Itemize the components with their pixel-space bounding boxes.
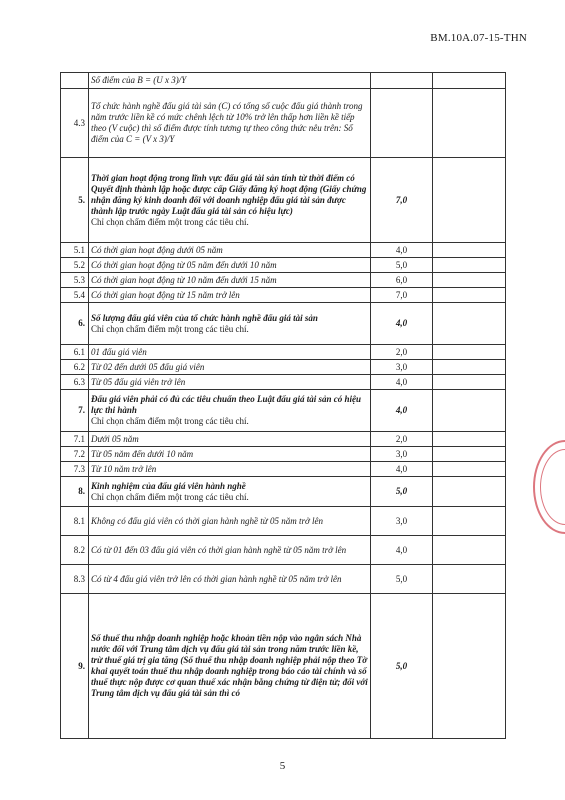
criterion-description: [89, 73, 371, 89]
row-number: 8.: [61, 477, 89, 507]
row-number: 7.1: [61, 432, 89, 447]
max-score: 4,0: [371, 375, 433, 390]
table-row: [61, 345, 506, 360]
row-number: 5.2: [61, 258, 89, 273]
max-score: [371, 73, 433, 89]
awarded-score: [433, 89, 506, 158]
criterion-text: Từ 05 đấu giá viên trở lên: [91, 376, 186, 387]
max-score: 5,0: [371, 565, 433, 594]
table-row: [61, 536, 506, 565]
max-score: 3,0: [371, 447, 433, 462]
row-number: 8.2: [61, 536, 89, 565]
awarded-score: [433, 303, 506, 345]
criterion-description: [89, 89, 371, 158]
scoring-table-body: [61, 73, 506, 739]
criterion-description: [89, 594, 371, 739]
table-row: [61, 273, 506, 288]
awarded-score: [433, 375, 506, 390]
criterion-description: [89, 303, 371, 345]
row-number: 6.3: [61, 375, 89, 390]
awarded-score: [433, 73, 506, 89]
table-row: [61, 243, 506, 258]
max-score: 4,0: [371, 462, 433, 477]
row-number: 6.1: [61, 345, 89, 360]
row-number: 5.3: [61, 273, 89, 288]
row-number: 6.2: [61, 360, 89, 375]
max-score: 4,0: [371, 303, 433, 345]
criterion-text: Dưới 05 năm: [91, 433, 139, 444]
criterion-text: Từ 10 năm trở lên: [91, 463, 157, 474]
max-score: 4,0: [371, 243, 433, 258]
criterion-description: [89, 273, 371, 288]
criterion-description: [89, 536, 371, 565]
criterion-text: Số điểm của B = (U x 3)/Y: [91, 75, 187, 85]
row-number: [61, 73, 89, 89]
criterion-description: [89, 345, 371, 360]
criterion-description: [89, 432, 371, 447]
row-number: 5.1: [61, 243, 89, 258]
criterion-text: Tổ chức hành nghề đấu giá tài sản (C) có tổng số cuộc đấu giá thành trong năm trước liền kề có mức chênh lệch từ 10% trở lên thấp hơn liền kề tiếp theo (V cuộc) thì số điểm được tính tương tự theo công thức nêu trên: Số điểm của C = (V x 3)/Y: [91, 101, 363, 144]
criterion-text: Có từ 01 đến 03 đấu giá viên có thời gian hành nghề từ 05 năm trở lên: [91, 544, 347, 555]
criterion-description: [89, 243, 371, 258]
awarded-score: [433, 258, 506, 273]
criterion-description: [89, 447, 371, 462]
table-row: [61, 447, 506, 462]
table-row: [61, 158, 506, 243]
awarded-score: [433, 565, 506, 594]
criterion-text: Kinh nghiệm của đấu giá viên hành nghề: [91, 480, 246, 491]
max-score: [371, 89, 433, 158]
awarded-score: [433, 390, 506, 432]
criterion-description: [89, 375, 371, 390]
criterion-text: Số lượng đấu giá viên của tổ chức hành nghề đấu giá tài sản: [91, 312, 318, 323]
awarded-score: [433, 158, 506, 243]
criterion-description: [89, 360, 371, 375]
table-row: [61, 507, 506, 536]
criterion-text: Thời gian hoạt động trong lĩnh vực đấu giá tài sản tính từ thời điểm có Quyết định thành lập hoặc được cấp Giấy đăng ký hoạt động (Giấy chứng nhận đăng ký kinh doanh đối với doanh nghiệp đấu giá tài sản được thành lập trước ngày Luật đấu giá tài sản có hiệu lực): [91, 172, 367, 216]
row-number: 9.: [61, 594, 89, 739]
criterion-description: [89, 258, 371, 273]
row-number: 7.: [61, 390, 89, 432]
awarded-score: [433, 288, 506, 303]
table-row: [61, 89, 506, 158]
table-row: [61, 477, 506, 507]
criterion-note: Chỉ chọn chấm điểm một trong các tiêu chí.: [91, 416, 249, 426]
row-number: 6.: [61, 303, 89, 345]
awarded-score: [433, 273, 506, 288]
criterion-description: [89, 390, 371, 432]
document-code: BM.10A.07-15-THN: [430, 32, 527, 44]
row-number: 8.1: [61, 507, 89, 536]
awarded-score: [433, 243, 506, 258]
criterion-text: Đấu giá viên phải có đủ các tiêu chuẩn theo Luật đấu giá tài sản có hiệu lực thi hành: [91, 394, 362, 415]
awarded-score: [433, 447, 506, 462]
scoring-table: [60, 72, 506, 739]
max-score: 2,0: [371, 345, 433, 360]
criterion-description: [89, 158, 371, 243]
table-row: [61, 360, 506, 375]
table-row: [61, 375, 506, 390]
criterion-note: Chỉ chọn chấm điểm một trong các tiêu chí.: [91, 323, 249, 334]
awarded-score: [433, 462, 506, 477]
criterion-text: Có thời gian hoạt động dưới 05 năm: [91, 244, 223, 255]
max-score: 4,0: [371, 536, 433, 565]
criterion-text: Có từ 4 đấu giá viên trở lên có thời gian hành nghề từ 05 năm trở lên: [91, 573, 342, 584]
awarded-score: [433, 594, 506, 739]
criterion-note: Chỉ chọn chấm điểm một trong các tiêu chí.: [91, 216, 249, 227]
criterion-description: [89, 288, 371, 303]
table-row: [61, 288, 506, 303]
table-row: [61, 565, 506, 594]
max-score: 4,0: [371, 390, 433, 432]
max-score: 5,0: [371, 258, 433, 273]
table-row: [61, 390, 506, 432]
max-score: 7,0: [371, 288, 433, 303]
row-number: 4.3: [61, 89, 89, 158]
criterion-text: Số thuế thu nhập doanh nghiệp hoặc khoản tiền nộp vào ngân sách Nhà nước đối với Trung tâm dịch vụ đấu giá tài sản trong năm trước liền kề, trừ thuế giá trị gia tăng (Số thuế thu nhập doanh nghiệp phải nộp theo Tờ khai quyết toán thuế thu nhập doanh nghiệp trong báo cáo tài chính và số thuế thực nộp được cơ quan thuế xác nhận bằng chứng từ điện tử; đối với Trung tâm dịch vụ đấu giá tài sản thì có: [91, 633, 368, 698]
awarded-score: [433, 536, 506, 565]
table-row: [61, 432, 506, 447]
table-row: [61, 73, 506, 89]
row-number: 5.4: [61, 288, 89, 303]
awarded-score: [433, 432, 506, 447]
criterion-text: 01 đấu giá viên: [91, 346, 147, 357]
criterion-text: Từ 02 đến dưới 05 đấu giá viên: [91, 361, 205, 372]
max-score: 7,0: [371, 158, 433, 243]
table-row: [61, 303, 506, 345]
criterion-text: Có thời gian hoạt động từ 05 năm đến dưới 10 năm: [91, 259, 277, 270]
max-score: 2,0: [371, 432, 433, 447]
criterion-description: [89, 565, 371, 594]
table-row: [61, 594, 506, 739]
row-number: 5.: [61, 158, 89, 243]
criterion-text: Có thời gian hoạt động từ 10 năm đến dưới 15 năm: [91, 274, 277, 285]
criterion-description: [89, 462, 371, 477]
criterion-description: [89, 477, 371, 507]
max-score: 3,0: [371, 360, 433, 375]
red-seal-stamp: [533, 440, 565, 534]
criterion-text: Không có đấu giá viên có thời gian hành nghề từ 05 năm trở lên: [91, 515, 323, 526]
row-number: 7.2: [61, 447, 89, 462]
criterion-note: Chỉ chọn chấm điểm một trong các tiêu chí.: [91, 491, 249, 502]
row-number: 8.3: [61, 565, 89, 594]
table-row: [61, 462, 506, 477]
page-number: 5: [279, 760, 286, 772]
criterion-text: Từ 05 năm đến dưới 10 năm: [91, 448, 194, 459]
table-row: [61, 258, 506, 273]
max-score: 5,0: [371, 477, 433, 507]
awarded-score: [433, 360, 506, 375]
row-number: 7.3: [61, 462, 89, 477]
max-score: 3,0: [371, 507, 433, 536]
max-score: 5,0: [371, 594, 433, 739]
criterion-description: [89, 507, 371, 536]
criterion-text: Có thời gian hoạt động từ 15 năm trở lên: [91, 289, 240, 300]
max-score: 6,0: [371, 273, 433, 288]
awarded-score: [433, 345, 506, 360]
awarded-score: [433, 477, 506, 507]
awarded-score: [433, 507, 506, 536]
